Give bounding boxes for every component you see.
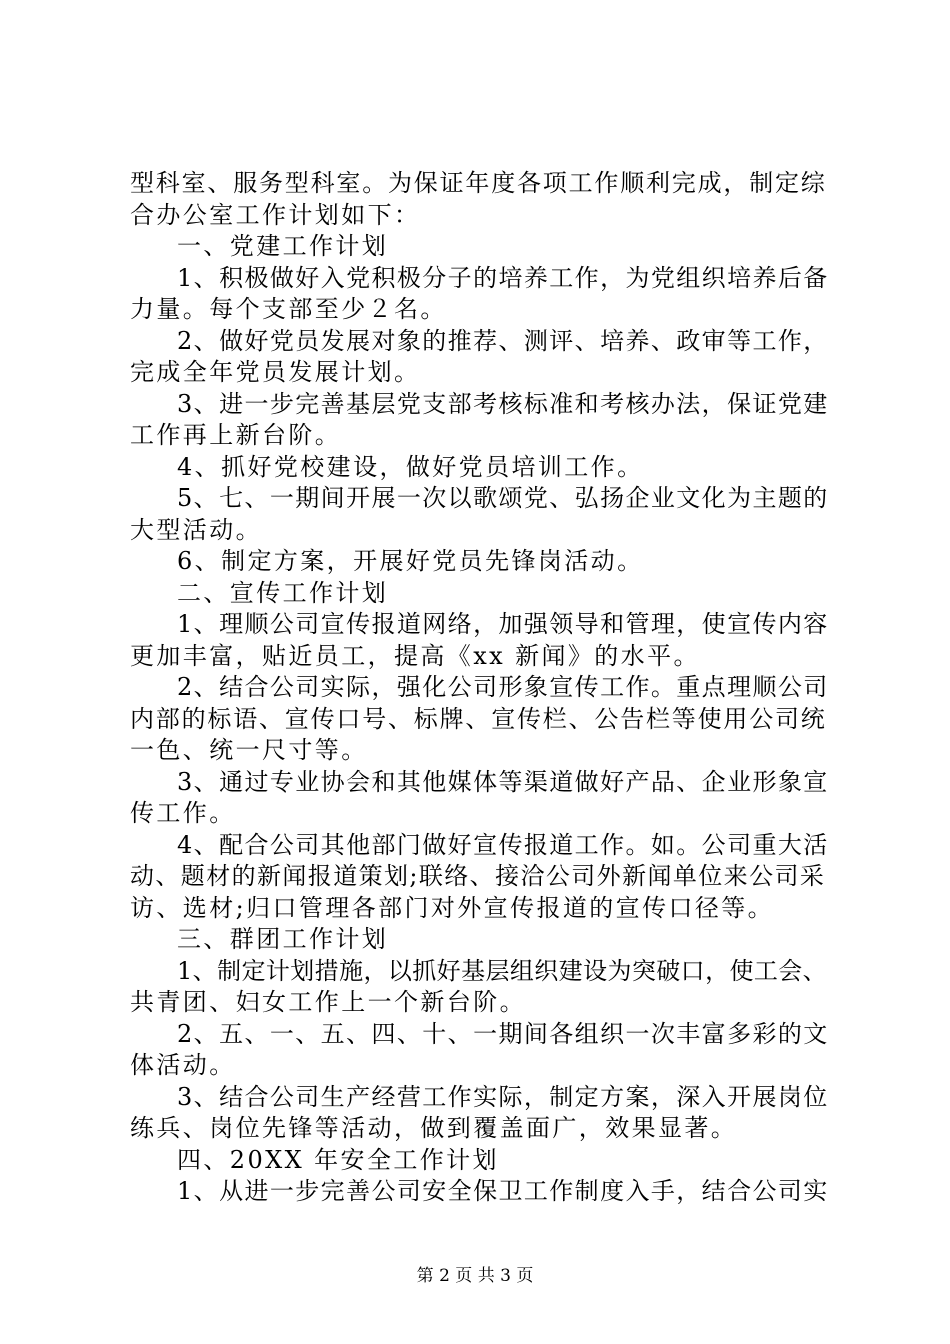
text-line: 内部的标语、宣传口号、标牌、宣传栏、公告栏等使用公司统 [130,704,827,733]
text-line: 3、结合公司生产经营工作实际，制定方案，深入开展岗位 [177,1082,829,1111]
text-line: 4、配合公司其他部门做好宣传报道工作。如。公司重大活 [177,830,829,859]
text-line: 传工作。 [130,799,236,827]
text-line: 3、进一步完善基层党支部考核标准和考核办法，保证党建 [177,389,829,418]
text-line: 大型活动。 [130,515,262,544]
text-line: 练兵、岗位先锋等活动，做到覆盖面广，效果显著。 [130,1114,738,1142]
text-line: 2、结合公司实际，强化公司形象宣传工作。重点理顺公司 [177,673,829,701]
text-line: 四、20XX 年安全工作计划 [177,1145,499,1174]
text-line: 2、做好党员发展对象的推荐、测评、培养、政审等工作， [177,326,829,355]
text-line: 1、制定计划措施，以抓好基层组织建设为突破口，使工会、 [177,956,828,985]
text-line: 2、五、一、五、四、十、一期间各组织一次丰富多彩的文 [177,1019,829,1048]
text-line: 力量。每个支部至少２名。 [130,295,447,323]
page-number-label: 第 2 页 共 3 页 [416,1266,534,1286]
text-line: 动、题材的新闻报道策划;联络、接洽公司外新闻单位来公司采 [130,862,826,890]
text-line: 型科室、服务型科室。为保证年度各项工作顺利完成，制定综 [130,169,827,197]
text-line: 更加丰富，贴近员工，提高《xx 新闻》的水平。 [130,641,700,670]
text-line: 3、通过专业协会和其他媒体等渠道做好产品、企业形象宣 [177,767,829,796]
text-line: 1、从进一步完善公司安全保卫工作制度入手，结合公司实 [177,1177,829,1205]
page-footer [0,1264,950,1288]
text-line: 1、理顺公司宣传报道网络，加强领导和管理，使宣传内容 [177,610,829,638]
text-line: 4、抓好党校建设，做好党员培训工作。 [177,452,644,481]
text-line: 访、选材;归口管理各部门对外宣传报道的宣传口径等。 [130,893,775,922]
text-line: 二、宣传工作计划 [177,578,389,607]
text-line: 1、积极做好入党积极分子的培养工作，为党组织培养后备 [177,263,829,292]
text-line: 5、七、一期间开展一次以歌颂党、弘扬企业文化为主题的 [177,484,829,512]
text-line: 6、制定方案，开展好党员先锋岗活动。 [177,547,644,575]
text-line: 一色、统一尺寸等。 [130,736,368,764]
text-line: 共青团、妇女工作上一个新台阶。 [130,988,526,1016]
text-line: 三、群团工作计划 [177,925,389,953]
document-body [130,168,830,1208]
text-line: 完成全年党员发展计划。 [130,358,421,386]
text-line: 一、党建工作计划 [177,232,389,260]
text-line: 体活动。 [130,1051,236,1079]
text-line: 合办公室工作计划如下： [130,200,421,229]
text-line: 工作再上新台阶。 [130,421,342,449]
